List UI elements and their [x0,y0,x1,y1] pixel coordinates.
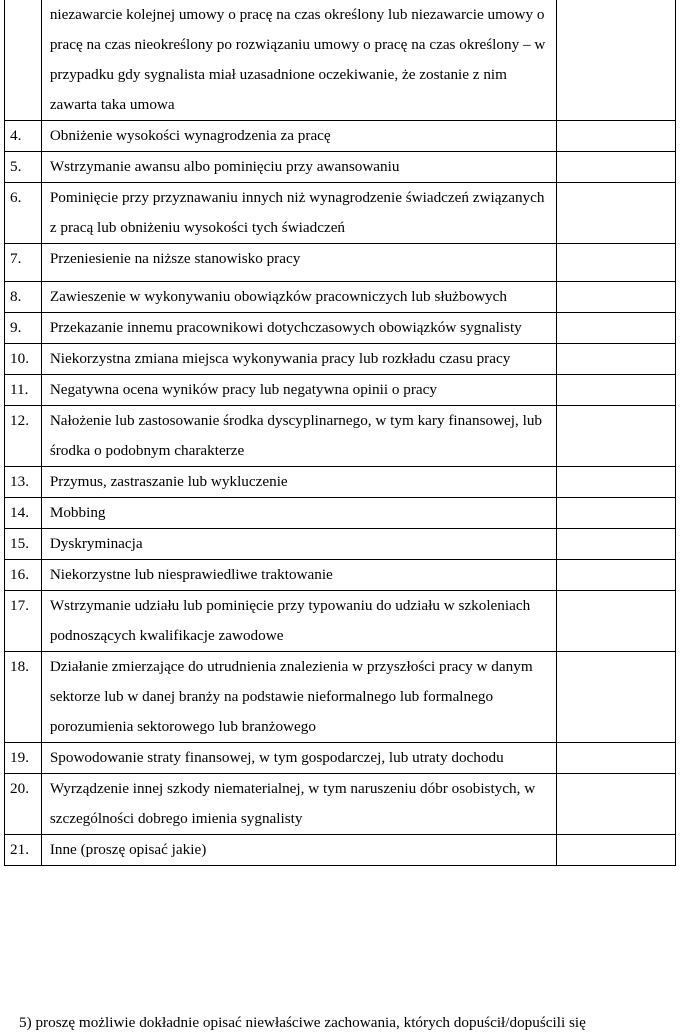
row-number: 15. [5,529,42,560]
answer-cell[interactable] [557,591,676,652]
table-row [5,344,676,375]
row-description: Nałożenie lub zastosowanie środka dyscyplinarnego, w tym kary finansowej, lub środka o podobnym charakterze [41,406,557,467]
row-number-cell [5,0,42,121]
answer-cell[interactable] [557,344,676,375]
row-number: 10. [5,344,42,375]
row-number: 4. [5,121,42,152]
table-row-continued [5,0,676,121]
answer-cell[interactable] [557,498,676,529]
table-row [5,121,676,152]
table-row [5,560,676,591]
table-row [5,774,676,835]
row-description: Obniżenie wysokości wynagrodzenia za pracę [41,121,557,152]
table-row [5,467,676,498]
answer-cell[interactable] [557,183,676,244]
retaliation-table [4,0,676,866]
table-row [5,498,676,529]
table-row [5,244,676,282]
answer-cell[interactable] [557,0,676,121]
answer-cell[interactable] [557,244,676,282]
answer-cell[interactable] [557,467,676,498]
answer-cell[interactable] [557,560,676,591]
row-number: 13. [5,467,42,498]
answer-cell[interactable] [557,774,676,835]
row-description: Wstrzymanie udziału lub pominięcie przy typowaniu do udziału w szkoleniach podnoszących kwalifikacje zawodowe [41,591,557,652]
answer-cell[interactable] [557,375,676,406]
footer-note: 5) proszę możliwie dokładnie opisać niewłaściwe zachowania, których dopuścił/dopuścili się [19,1014,586,1031]
row-number: 14. [5,498,42,529]
row-number: 21. [5,835,42,866]
row-description: Spowodowanie straty finansowej, w tym gospodarczej, lub utraty dochodu [41,743,557,774]
row-description: Pominięcie przy przyznawaniu innych niż wynagrodzenie świadczeń związanych z pracą lub obniżeniu wysokości tych świadczeń [41,183,557,244]
row-description: Przymus, zastraszanie lub wykluczenie [41,467,557,498]
row-description: Mobbing [41,498,557,529]
answer-cell[interactable] [557,835,676,866]
table-row [5,152,676,183]
table-body [5,0,676,866]
answer-cell[interactable] [557,652,676,743]
row-description: Niekorzystne lub niesprawiedliwe traktowanie [41,560,557,591]
row-number: 19. [5,743,42,774]
row-description: niezawarcie kolejnej umowy o pracę na czas określony lub niezawarcie umowy o pracę na czas nieokreślony po rozwiązaniu umowy o pracę na czas określony – w przypadku gdy sygnalista miał uzasadnione oczekiwanie, że zostanie z nim zawarta taka umowa [41,0,557,121]
table-row [5,282,676,313]
table-row [5,835,676,866]
answer-cell[interactable] [557,406,676,467]
table-row [5,652,676,743]
row-description: Przekazanie innemu pracownikowi dotychczasowych obowiązków sygnalisty [41,313,557,344]
answer-cell[interactable] [557,282,676,313]
row-number: 12. [5,406,42,467]
row-number: 11. [5,375,42,406]
row-number: 6. [5,183,42,244]
row-number: 16. [5,560,42,591]
row-number: 17. [5,591,42,652]
row-number: 8. [5,282,42,313]
answer-cell[interactable] [557,152,676,183]
table-row [5,183,676,244]
row-number: 9. [5,313,42,344]
row-number: 20. [5,774,42,835]
answer-cell[interactable] [557,121,676,152]
table-row [5,375,676,406]
row-description: Niekorzystna zmiana miejsca wykonywania pracy lub rozkładu czasu pracy [41,344,557,375]
table-row [5,529,676,560]
row-description: Wstrzymanie awansu albo pominięciu przy awansowaniu [41,152,557,183]
row-number: 5. [5,152,42,183]
row-description: Działanie zmierzające do utrudnienia znalezienia w przyszłości pracy w danym sektorze lub w danej branży na podstawie nieformalnego lub formalnego porozumienia sektorowego lub branżowego [41,652,557,743]
table-row [5,313,676,344]
row-number: 7. [5,244,42,282]
table-row [5,406,676,467]
row-description: Dyskryminacja [41,529,557,560]
row-description: Inne (proszę opisać jakie) [41,835,557,866]
answer-cell[interactable] [557,743,676,774]
row-description: Wyrządzenie innej szkody niematerialnej, w tym naruszeniu dóbr osobistych, w szczególności dobrego imienia sygnalisty [41,774,557,835]
answer-cell[interactable] [557,313,676,344]
row-description: Zawieszenie w wykonywaniu obowiązków pracowniczych lub służbowych [41,282,557,313]
answer-cell[interactable] [557,529,676,560]
table-row [5,591,676,652]
row-description: Przeniesienie na niższe stanowisko pracy [41,244,557,282]
table-row [5,743,676,774]
row-description: Negatywna ocena wyników pracy lub negatywna opinii o pracy [41,375,557,406]
row-number: 18. [5,652,42,743]
